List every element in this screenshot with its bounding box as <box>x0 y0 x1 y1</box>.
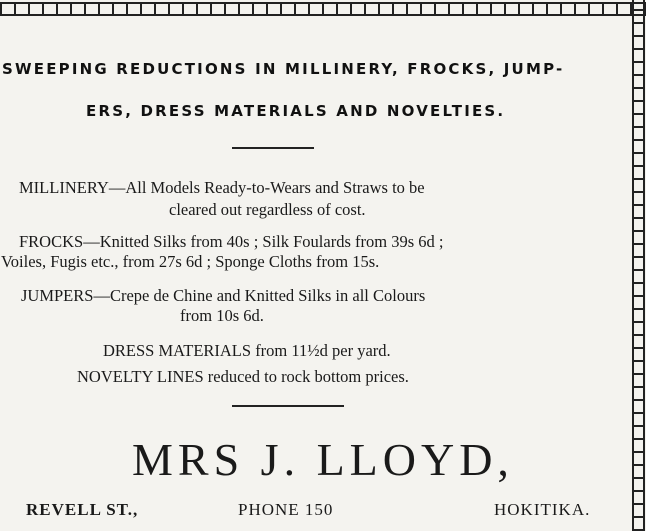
footer-town: HOKITIKA. <box>494 500 591 519</box>
frocks-line-1: FROCKS—Knitted Silks from 40s ; Silk Foulards from 39s 6d ; <box>19 232 444 251</box>
footer-phone: PHONE 150 <box>238 500 334 519</box>
divider-rule-bottom <box>232 405 344 407</box>
jumpers-line-2: from 10s 6d. <box>180 306 264 325</box>
divider-rule-top <box>232 147 314 149</box>
novelty-lines-line: NOVELTY LINES reduced to rock bottom prices. <box>77 367 409 386</box>
millinery-line-2: cleared out regardless of cost. <box>169 200 366 219</box>
millinery-line-1: MILLINERY—All Models Ready-to-Wears and Straws to be <box>19 178 425 197</box>
ornamental-border-right <box>630 0 646 531</box>
dress-materials-line: DRESS MATERIALS from 11½d per yard. <box>103 341 391 360</box>
frocks-line-2: Voiles, Fugis etc., from 27s 6d ; Sponge Cloths from 15s. <box>1 252 380 271</box>
jumpers-line-1: JUMPERS—Crepe de Chine and Knitted Silks in all Colours <box>21 286 426 305</box>
shop-name: MRS J. LLOYD, <box>132 434 514 485</box>
headline-line-1: SWEEPING REDUCTIONS IN MILLINERY, FROCKS, JUMP- <box>2 60 565 78</box>
footer-street: REVELL ST., <box>26 500 139 519</box>
headline-line-2: ERS, DRESS MATERIALS AND NOVELTIES. <box>86 102 506 120</box>
ornamental-border-top <box>0 0 646 18</box>
